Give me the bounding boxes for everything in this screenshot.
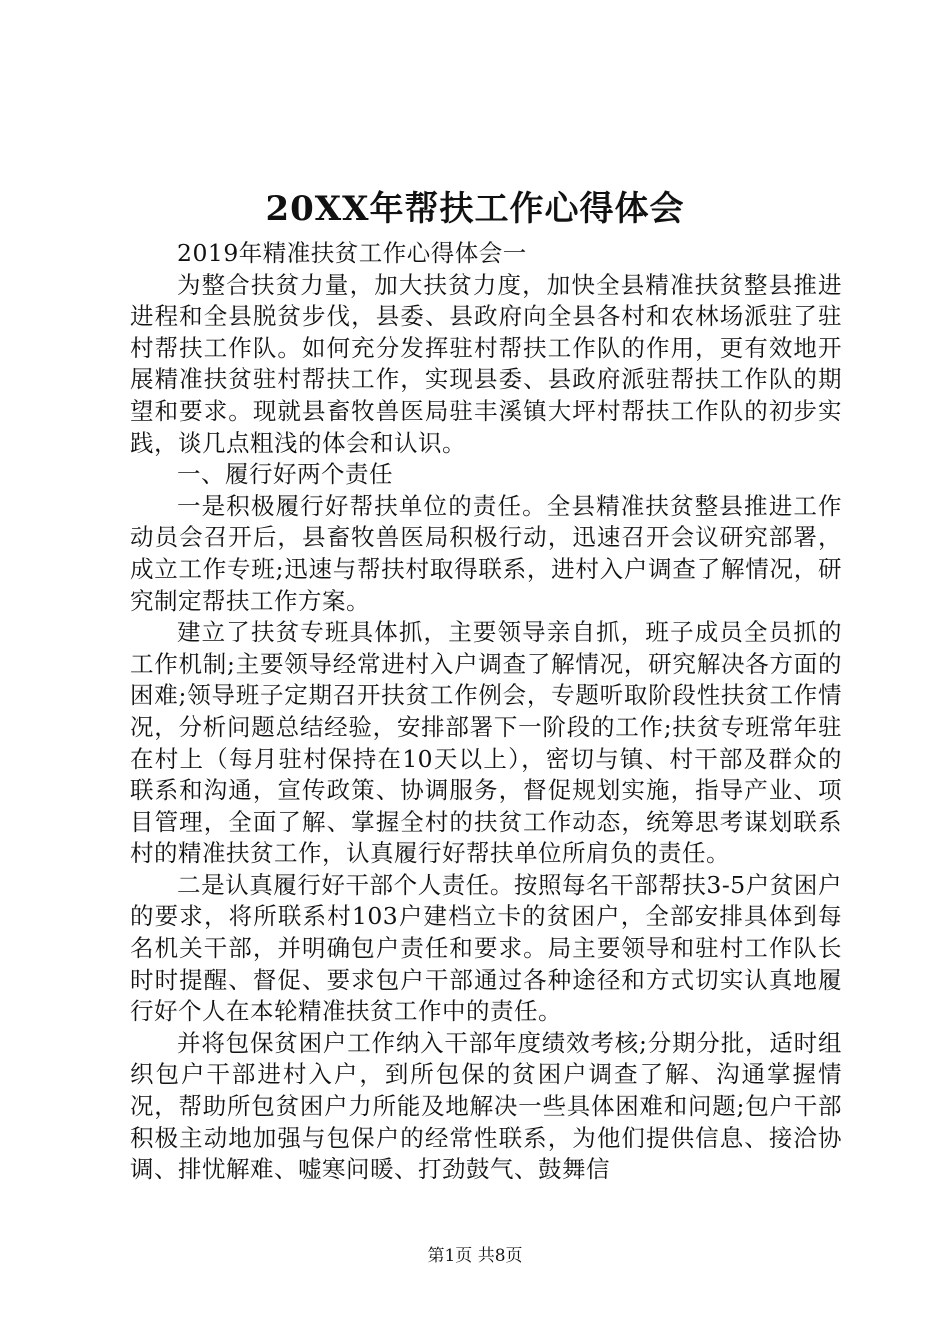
document-title: 20XX年帮扶工作心得体会	[265, 189, 685, 229]
paragraph-work-mechanism: 建立了扶贫专班具体抓，主要领导亲自抓，班子成员全员抓的工作机制;主要领导经常进村入户调查了解情况，研究解决各方面的困难;领导班子定期召开扶贫工作例会，专题听取阶段性扶贫工作情况，分析问题总结经验，安排部署下一阶段的工作;扶贫专班常年驻在村上（每月驻村保持在10天以上），密切与镇、村干部及群众的联系和沟通，宣传政策、协调服务，督促规划实施，指导产业、项目管理，全面了解、掌握全村的扶贫工作动态，统筹思考谋划联系村的精准扶贫工作，认真履行好帮扶单位所肩负的责任。	[130, 618, 842, 868]
paragraph-subtitle: 2019年精准扶贫工作心得体会一	[177, 239, 527, 267]
document-body	[130, 238, 842, 1186]
page-footer: 第1页 共8页	[427, 1246, 523, 1266]
paragraph-personal-responsibility: 二是认真履行好干部个人责任。按照每名干部帮扶3-5户贫困户的要求，将所联系村103户建档立卡的贫困户，全部安排具体到每名机关干部，并明确包户责任和要求。局主要领导和驻村工作队长时时提醒、督促、要求包户干部通过各种途径和方式切实认真地履行好个人在本轮精准扶贫工作中的责任。	[130, 870, 842, 1026]
paragraph-intro: 为整合扶贫力量，加大扶贫力度，加快全县精准扶贫整县推进进程和全县脱贫步伐，县委、县政府向全县各村和农林场派驻了驻村帮扶工作队。如何充分发挥驻村帮扶工作队的作用，更有效地开展精准扶贫驻村帮扶工作，实现县委、县政府派驻帮扶工作队的期望和要求。现就县畜牧兽医局驻丰溪镇大坪村帮扶工作队的初步实践，谈几点粗浅的体会和认识。	[130, 270, 842, 457]
section-heading: 一、履行好两个责任	[177, 460, 393, 489]
paragraph-performance-assessment: 并将包保贫困户工作纳入干部年度绩效考核;分期分批，适时组织包户干部进村入户，到所包保的贫困户调查了解、沟通掌握情况，帮助所包贫困户力所能及地解决一些具体困难和问题;包户干部积极主动地加强与包保户的经常性联系，为他们提供信息、接洽协调、排忧解难、嘘寒问暖、打劲鼓气、鼓舞信	[130, 1028, 842, 1184]
paragraph-unit-responsibility: 一是积极履行好帮扶单位的责任。全县精准扶贫整县推进工作动员会召开后，县畜牧兽医局积极行动，迅速召开会议研究部署，成立工作专班;迅速与帮扶村取得联系，进村入户调查了解情况，研究制定帮扶工作方案。	[130, 491, 842, 615]
